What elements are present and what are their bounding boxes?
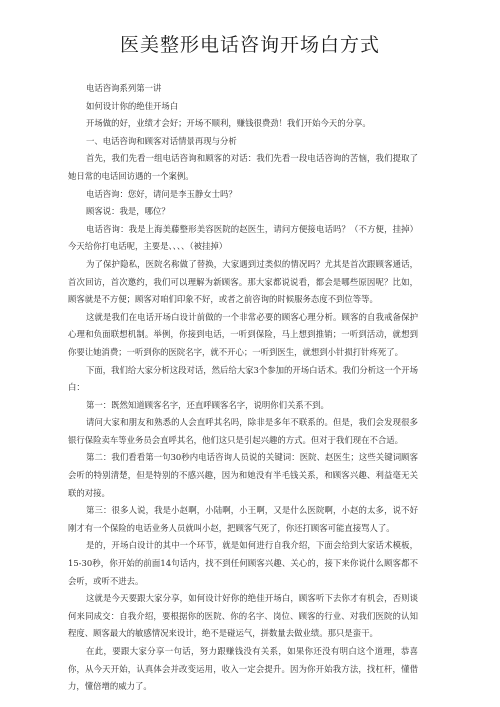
document-body xyxy=(68,80,418,696)
body-paragraph: 这就是我们在电话开场白设计前做的一个非常必要的顾客心理分析。顾客的自我戒备保护心理和负面联想机制。举例，你接到电话，一听到保险，马上想到推销；一听到活动，就想到你要让她消费；一听到你的医院名字，就不开心；一听到医生，就想到小针损打针疼死了。 xyxy=(68,311,418,357)
body-paragraph: 请问大家和朋友和熟悉的人会直呼其名吗，除非是多年不联系的。但是，我们会发现很多银行保险卖车等业务员会直呼其名，他们这只是引起兴趣的方式。但对于我们现在不合适。 xyxy=(68,417,418,445)
body-paragraph: 为了保护隐私，医院名称做了替换，大家遇到过类似的情况吗？尤其是首次跟顾客通话，首次回访，首次邀约，我们可以理解为新顾客。那大家都说说看，都会是哪些原因呢？比如，顾客就是不方便；顾客对咱们印象不好，或者之前咨询的时候服务态度不到位等等。 xyxy=(68,258,418,305)
body-paragraph: 如何设计你的绝佳开场白 xyxy=(86,100,179,111)
body-paragraph: 下面，我们给大家分析这段对话，然后给大家3个参加的开场白话术。我们分析这一个开场白： xyxy=(68,364,418,393)
body-paragraph: 第一：既然知道顾客名字，还直呼顾客名字，说明你们关系不到。 xyxy=(86,399,329,410)
body-paragraph: 这就是今天要跟大家分享，如何设计好你的绝佳开场白，顾客听下去你才有机会，否则谈何来同成交：自我介绍，要根据你的医院、你的名字、岗位、顾客的行业、对我们医院的认知程度、顾客最大的敏感情况来设计，绝不是碰运气，拼数量去做业绩。那只是蛮干。 xyxy=(68,593,418,639)
body-paragraph: 电话咨询：您好，请问是李玉静女士吗？ xyxy=(86,188,237,199)
body-paragraph: 在此，要跟大家分享一句话，努力跟赚钱没有关系，如果你还没有明白这个道理，恭喜你，从今天开始，认真体会并改变运用，收入一定会提升。因为你开始我方法，找杠杆，懂借力，懂倍增的威力了。 xyxy=(68,646,418,692)
body-paragraph: 首先，我们先看一组电话咨询和顾客的对话：我们先看一段电话咨询的苦恼，我们提取了她日常的电话回访遇的一个案例。 xyxy=(68,153,418,181)
body-paragraph: 第三：很多人说，我是小赵啊，小陆啊，小王啊，又是什么医院啊，小赵的太多，说不好刚才有一个保险的电话业务人员就叫小赵，把顾客气死了，你还打顾客可能直接骂人了。 xyxy=(68,505,418,533)
body-paragraph: 电话咨询系列第一讲 xyxy=(86,83,162,93)
body-paragraph: 顾客说：我是，哪位？ xyxy=(86,206,170,217)
body-paragraph: 是的，开场白设计的其中一个环节，就是如何进行自我介绍，下面会给到大家话术模板，15-30秒，你开始的前面14句话内，找不到任何顾客兴趣、关心的，接下来你说什么顾客都不会听，或听不进去。 xyxy=(68,540,418,586)
page-title: 医美整形电话咨询开场白方式 xyxy=(119,34,380,56)
body-paragraph: 开场做的好，业绩才会好；开场不顺利，赚钱很费劲！我们开始今天的分享。 xyxy=(86,118,371,129)
body-paragraph: 电话咨询：我是上海美藤整形美容医院的赵医生，请问方便接电话吗？（不方便，挂掉）今天给你打电话呢，主要是、、、、（被挂掉） xyxy=(68,223,418,252)
body-paragraph: 一、电话咨询和顾客对话情景再现与分析 xyxy=(86,135,237,146)
body-paragraph: 第二：我们看看第一句30秒内电话咨询人员说的关键词：医院、赵医生；这些关键词顾客会听的特别清楚，但是特别的不感兴趣，因为和她没有半毛钱关系，和顾客兴趣、利益毫无关联的对接。 xyxy=(68,452,418,498)
